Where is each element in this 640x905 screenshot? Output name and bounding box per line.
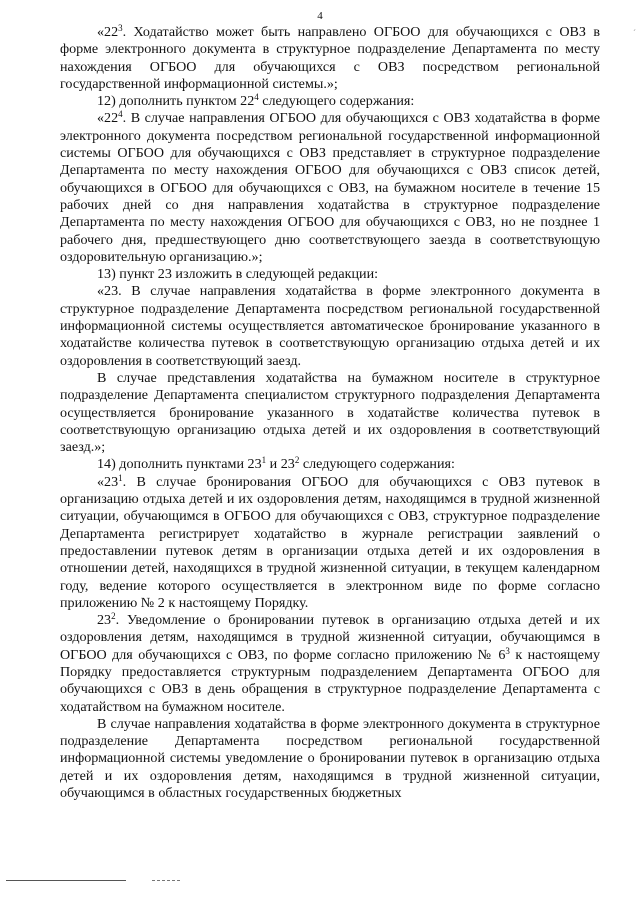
paragraph-text: 13) пункт 23 изложить в следующей редакции: (97, 266, 379, 283)
superscript: 4 (118, 109, 123, 120)
paragraph (60, 93, 600, 110)
footer-rule (0, 880, 640, 886)
paragraph-text: . Ходатайство может быть направлено ОГБОО для обучающихся с ОВЗ в форме электронного документа в структурное подразделение Департамента по месту нахождения ОГБОО для обучающихся с ОВЗ посредством региональной государственной информационной системы.»; (60, 24, 600, 92)
paragraph-text: 23 (97, 612, 112, 629)
paragraph-text: . В случае бронирования ОГБОО для обучающихся с ОВЗ путевок в организацию отдыха детей и их оздоровления детям, находящимся в трудной жизненной ситуации, обучающимся в ОГБОО для обучающихся с ОВЗ, структурное подразделение Департамента регистрирует ходатайство в журнале регистрации заявлений о предоставлении путевок детям в организации отдыха детей и их оздоровления в отношении детей, находящихся в трудной жизненной ситуации, в текущем календарном году, ведение которого осуществляется в электронном виде по форме согласно приложению № 2 к настоящему Порядку. (60, 473, 600, 611)
paragraph (60, 24, 600, 93)
paragraph-text: следующего содержания: (299, 456, 455, 473)
paragraph (60, 283, 600, 369)
paragraph-text: В случае представления ходатайства на бумажном носителе в структурное подразделение Департамента специалистом структурного подразделения Департамента осуществляется бронирование указанного в ходатайстве количества путевок в соответствующую организацию отдыха детей и их оздоровления в соответствующий заезд.»; (60, 369, 600, 456)
paragraph (60, 370, 600, 456)
superscript: 1 (261, 455, 267, 466)
paragraph-text: . Уведомление о бронировании путевок в организацию отдыха детей и их оздоровления детям, находящимся в трудной жизненной ситуации, обучающимся в ОГБОО для обучающихся с ОВЗ, по форме согласно приложению № 6 (60, 612, 600, 663)
superscript: 2 (294, 455, 300, 466)
paragraph-text: 12) дополнить пунктом 22 (97, 93, 255, 110)
page-number: 4 (317, 10, 323, 22)
superscript: 2 (111, 611, 116, 622)
paragraph-text: В случае направления ходатайства в форме электронного документа в структурное подразделение Департамента посредством региональной государственной информационной системы уведомление о бронировании путевок в организацию отдыха детей и их оздоровления детям, находящимся в трудной жизненной ситуации, обучающимся в областных государственных бюджетных (60, 715, 600, 802)
superscript: 1 (118, 472, 123, 483)
paragraph (60, 612, 600, 716)
paragraph-text: «22 (97, 110, 119, 127)
superscript: 3 (118, 23, 123, 33)
superscript: 4 (254, 92, 259, 103)
paragraph-text: «23. В случае направления ходатайства в форме электронного документа в структурное подразделение Департамента посредством региональной государственной информационной системы осуществляется автоматическое бронирование указанного в ходатайстве количества путевок в соответствующую организацию отдыха детей и их оздоровления в соответствующий заезд. (60, 283, 600, 369)
paragraph-text: 14) дополнить пунктами 23 (97, 456, 262, 473)
paragraph-text: к настоящему Порядку предоставляется структурным подразделением Департамента ОГБОО для обучающихся с ОВЗ в день обращения в структурное подразделение Департамента с ходатайством на бумажном носителе. (60, 646, 600, 715)
margin-mark: ´ (633, 28, 636, 38)
paragraph-text: «23 (97, 473, 119, 490)
paragraph (60, 266, 600, 283)
footer-line-mid (152, 880, 180, 881)
paragraph (60, 110, 600, 266)
paragraph-text: «22 (97, 24, 119, 40)
superscript: 3 (505, 645, 510, 656)
paragraph-text: . В случае направления ОГБОО для обучающихся с ОВЗ ходатайства в форме электронного документа посредством региональной государственной информационной системы ОГБОО для обучающихся с ОВЗ представляет в структурное подразделение Департамента по месту нахождения ОГБОО для обучающихся с ОВЗ список детей, обучающихся в ОГБОО для обучающихся с ОВЗ, на бумажном носителе в течение 15 рабочих дней со дня направления ходатайства в структурное подразделение Департамента по месту нахождения ОГБОО для обучающихся с ОВЗ, но не позднее 1 рабочего дня, предшествующего дню соответствующего заезда в соответствующую оздоровительную организацию.»; (60, 110, 600, 265)
document-body (60, 24, 600, 802)
footer-line-left (6, 880, 126, 881)
paragraph-text: следующего содержания: (258, 93, 415, 110)
paragraph (60, 456, 600, 473)
paragraph (60, 474, 600, 612)
paragraph (60, 716, 600, 802)
paragraph-text: и 23 (266, 456, 295, 473)
